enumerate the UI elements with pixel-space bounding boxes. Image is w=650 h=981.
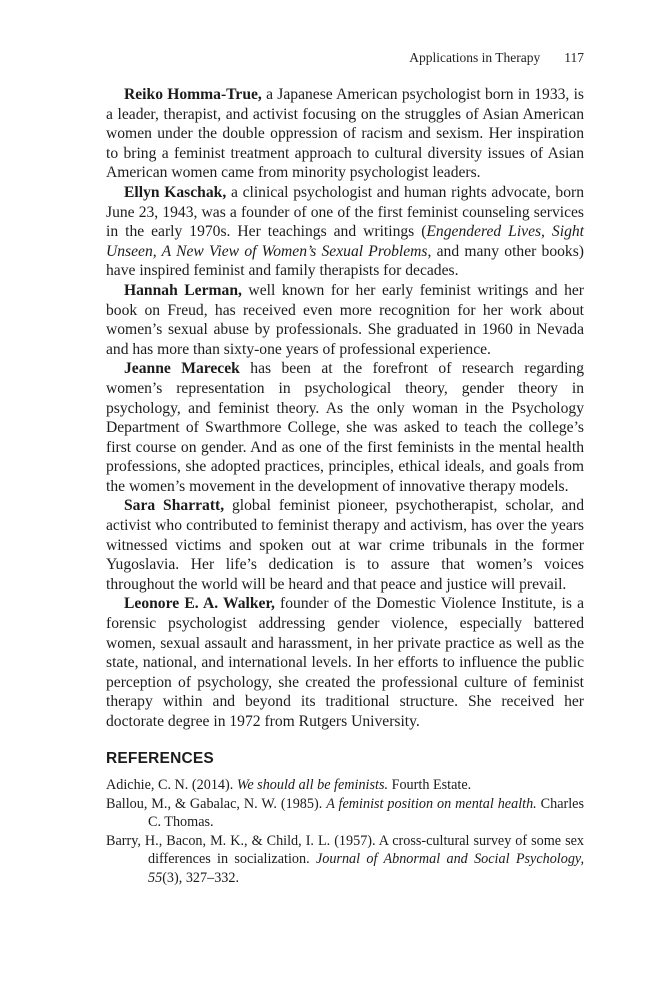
bio-text: has been at the forefront of research regarding women’s representation in psychological theory, gender theory in psychology, and feminist theory. As the only woman in the Psychology Department of Swarthmore College, she was asked to teach the college’s first course on gender. And as one of the first feminists in the mental health professions, she adopted practices, principles, ethical ideals, and goals from the women’s movement in the development of innovative therapy models.	[106, 360, 584, 495]
bio-name: Hannah Lerman,	[124, 281, 242, 299]
reference-title: We should all be feminists.	[236, 777, 389, 793]
reference-text: Ballou, M., & Gabalac, N. W. (1985).	[106, 795, 327, 812]
page-number: 117	[564, 50, 584, 65]
running-head	[106, 50, 584, 66]
bio-text: global feminist pioneer, psychotherapist, scholar, and activist who contributed to feminist therapy and activism, has over the years witnessed victims and spoken out at war crime tribunals in the former Yugoslavia. Her life’s dedication is to assure that women’s voices throughout the world will be heard and that peace and justice will prevail.	[106, 497, 584, 593]
bio-paragraph-marecek	[106, 359, 584, 496]
book-titles: Engendered Lives, Sight Unseen, A New View of Women’s Sexual Problems	[106, 223, 584, 260]
bio-name: Leonore E. A. Walker,	[124, 595, 275, 613]
bio-name: Jeanne Marecek	[124, 360, 240, 378]
references-heading: REFERENCES	[106, 750, 214, 767]
bio-paragraph-kaschak	[106, 183, 584, 281]
reference-text: Charles C. Thomas.	[148, 795, 585, 831]
body-text	[106, 85, 584, 732]
reference-text: Fourth Estate.	[388, 777, 472, 793]
reference-item	[106, 776, 584, 795]
bio-name: Ellyn Kaschak,	[124, 183, 227, 201]
reference-text: Adichie, C. N. (2014).	[106, 777, 237, 793]
bio-text: , and many other books) have inspired feminist and family therapists for decades.	[106, 242, 584, 280]
references-list	[106, 776, 584, 888]
bio-paragraph-lerman	[106, 281, 584, 359]
bio-text: a Japanese American psychologist born in 1933, is a leader, therapist, and activist focusing on the struggles of Asian American women under the double oppression of racism and sexism. Her inspiration to bring a feminist treatment approach to cultural diversity issues of Asian American women came from minority psychologist leaders.	[106, 86, 584, 182]
bio-text: well known for her early feminist writings and her book on Freud, has received even more recognition for her work about women’s sexual abuse by professionals. She graduated in 1960 in Nevada and has more than sixty-one years of professional experience.	[106, 281, 584, 358]
bio-name: Reiko Homma-True,	[124, 86, 262, 103]
bio-name: Sara Sharratt,	[124, 497, 225, 515]
reference-text: (3), 327–332.	[162, 869, 240, 886]
reference-title: A feminist position on mental health.	[326, 795, 537, 812]
reference-text: Barry, H., Bacon, M. K., & Child, I. L. (1957). A cross-cultural survey of some sex differences in socialization.	[106, 832, 584, 868]
reference-item	[106, 832, 584, 888]
bio-paragraph-walker	[106, 594, 584, 731]
bio-text: a clinical psychologist and human rights advocate, born June 23, 1943, was a founder of one of the first feminist counseling services in the early 1970s. Her teachings and writings (	[106, 183, 585, 241]
bio-text: founder of the Domestic Violence Institute, is a forensic psychologist addressing gender violence, especially battered women, sexual assault and harassment, in her private practice as well as the state, national, and international levels. In her efforts to influence the public perception of psychology, she created the professional culture of feminist therapy within and beyond its traditional structure. She received her doctorate degree in 1972 from Rutgers University.	[106, 595, 584, 730]
bio-paragraph-sharratt	[106, 496, 584, 594]
running-head-title: Applications in Therapy	[409, 50, 541, 65]
reference-title: Journal of Abnormal and Social Psychology, 55	[148, 851, 584, 886]
reference-item	[106, 795, 584, 832]
bio-paragraph-homma-true	[106, 85, 584, 183]
